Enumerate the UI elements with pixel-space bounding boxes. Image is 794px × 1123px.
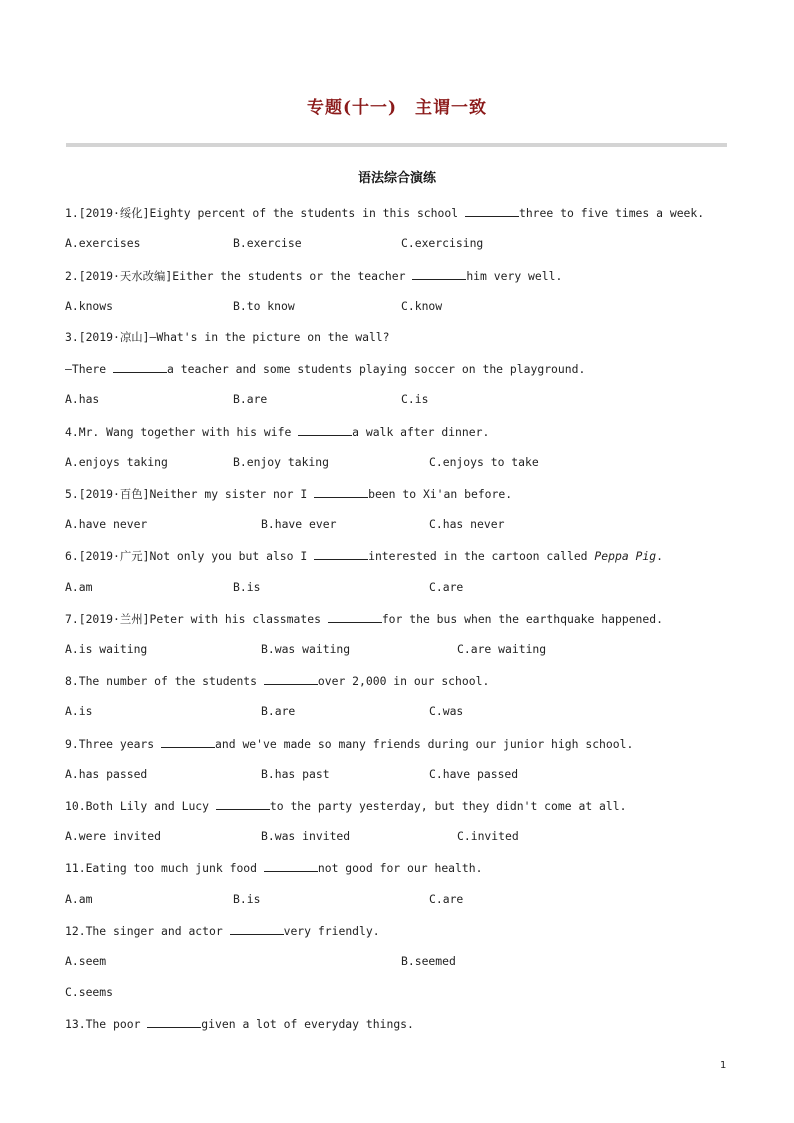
question-4 <box>65 423 489 440</box>
option-a: A.is waiting <box>65 642 148 656</box>
answer-blank <box>264 672 318 685</box>
section-title: 语法综合演练 <box>357 171 436 186</box>
question-text: interested in the cartoon called <box>368 549 595 563</box>
question-text: 2.[2019·天水改编]Either the students or the teacher <box>65 269 413 283</box>
question-text: for the bus when the earthquake happened. <box>381 612 663 626</box>
option-b: B.is <box>233 580 261 594</box>
question-text: him very well. <box>466 269 563 283</box>
question-text: to the party yesterday, but they didn't come at all. <box>269 799 627 813</box>
question-text: 10.Both Lily and Lucy <box>65 799 216 813</box>
question-text: given a lot of everyday things. <box>201 1017 414 1031</box>
question-text: been to Xi'an before. <box>368 487 513 501</box>
question-text: a walk after dinner. <box>352 425 490 439</box>
question-text: a teacher and some students playing soccer on the playground. <box>167 362 586 376</box>
question-6 <box>65 547 663 564</box>
cartoon-title: Peppa Pig <box>594 549 657 563</box>
question-text: 5.[2019·百色]Neither my sister nor I <box>65 487 315 501</box>
option-a: A.exercises <box>65 236 141 250</box>
option-a: A.have never <box>65 517 148 531</box>
option-b: B.has past <box>261 767 330 781</box>
option-c: C.are <box>429 580 464 594</box>
question-text: 9.Three years <box>65 737 162 751</box>
option-b: B.is <box>233 892 261 906</box>
option-a: A.am <box>65 580 93 594</box>
option-a: A.enjoys taking <box>65 455 168 469</box>
option-c: C.has never <box>429 517 505 531</box>
answer-blank <box>465 204 519 217</box>
question-text: . <box>656 549 663 563</box>
question-11 <box>65 859 482 876</box>
option-b: B.exercise <box>233 236 302 250</box>
question-12 <box>65 922 380 939</box>
option-b: B.are <box>233 392 268 406</box>
option-b: B.are <box>261 704 296 718</box>
question-1 <box>65 204 704 221</box>
question-3: 3.[2019·凉山]—What's in the picture on the wall? <box>65 330 390 344</box>
option-a: A.seem <box>65 954 107 968</box>
question-text: 6.[2019·广元]Not only you but also I <box>65 549 315 563</box>
question-text: very friendly. <box>283 924 380 938</box>
answer-blank <box>147 1015 201 1028</box>
option-a: A.is <box>65 704 93 718</box>
option-b: B.was waiting <box>261 642 351 656</box>
option-a: A.has passed <box>65 767 148 781</box>
answer-blank <box>412 267 466 280</box>
answer-blank <box>264 859 318 872</box>
option-a: A.knows <box>65 299 114 313</box>
option-c: C.are waiting <box>457 642 547 656</box>
answer-blank <box>314 485 368 498</box>
question-text: 12.The singer and actor <box>65 924 230 938</box>
question-3-reply <box>65 360 585 377</box>
option-b: B.have ever <box>261 517 337 531</box>
option-b: B.enjoy taking <box>233 455 330 469</box>
option-a: A.were invited <box>65 829 162 843</box>
option-a: A.has <box>65 392 100 406</box>
question-text: three to five times a week. <box>518 206 705 220</box>
answer-blank <box>298 423 352 436</box>
page-title: 专题(十一) 主谓一致 <box>306 98 488 118</box>
question-2 <box>65 267 562 284</box>
title-divider <box>66 143 727 147</box>
option-c: C.are <box>429 892 464 906</box>
option-c: C.exercising <box>401 236 484 250</box>
question-10 <box>65 797 626 814</box>
option-b: B.was invited <box>261 829 351 843</box>
question-text: —There <box>65 362 114 376</box>
option-c: C.invited <box>457 829 519 843</box>
answer-blank <box>230 922 284 935</box>
question-8 <box>65 672 489 689</box>
answer-blank <box>216 797 270 810</box>
option-a: A.am <box>65 892 93 906</box>
question-text: 1.[2019·绥化]Eighty percent of the students in this school <box>65 206 465 220</box>
answer-blank <box>161 735 215 748</box>
question-text: and we've made so many friends during our junior high school. <box>215 737 634 751</box>
answer-blank <box>328 610 382 623</box>
answer-blank <box>113 360 167 373</box>
page-number: 1 <box>720 1060 727 1071</box>
option-c: C.enjoys to take <box>429 455 539 469</box>
answer-blank <box>314 547 368 560</box>
question-text: 4.Mr. Wang together with his wife <box>65 425 299 439</box>
option-c: C.was <box>429 704 464 718</box>
question-9 <box>65 735 633 752</box>
question-text: 8.The number of the students <box>65 674 264 688</box>
option-c: C.know <box>401 299 443 313</box>
question-text: over 2,000 in our school. <box>317 674 490 688</box>
question-text: 11.Eating too much junk food <box>65 861 264 875</box>
option-c: C.seems <box>65 985 114 999</box>
option-b: B.to know <box>233 299 295 313</box>
question-5 <box>65 485 512 502</box>
option-c: C.have passed <box>429 767 519 781</box>
question-text: 13.The poor <box>65 1017 148 1031</box>
question-text: not good for our health. <box>317 861 483 875</box>
option-b: B.seemed <box>401 954 456 968</box>
question-text: 7.[2019·兰州]Peter with his classmates <box>65 612 328 626</box>
option-c: C.is <box>401 392 429 406</box>
question-7 <box>65 610 663 627</box>
question-13 <box>65 1015 414 1032</box>
